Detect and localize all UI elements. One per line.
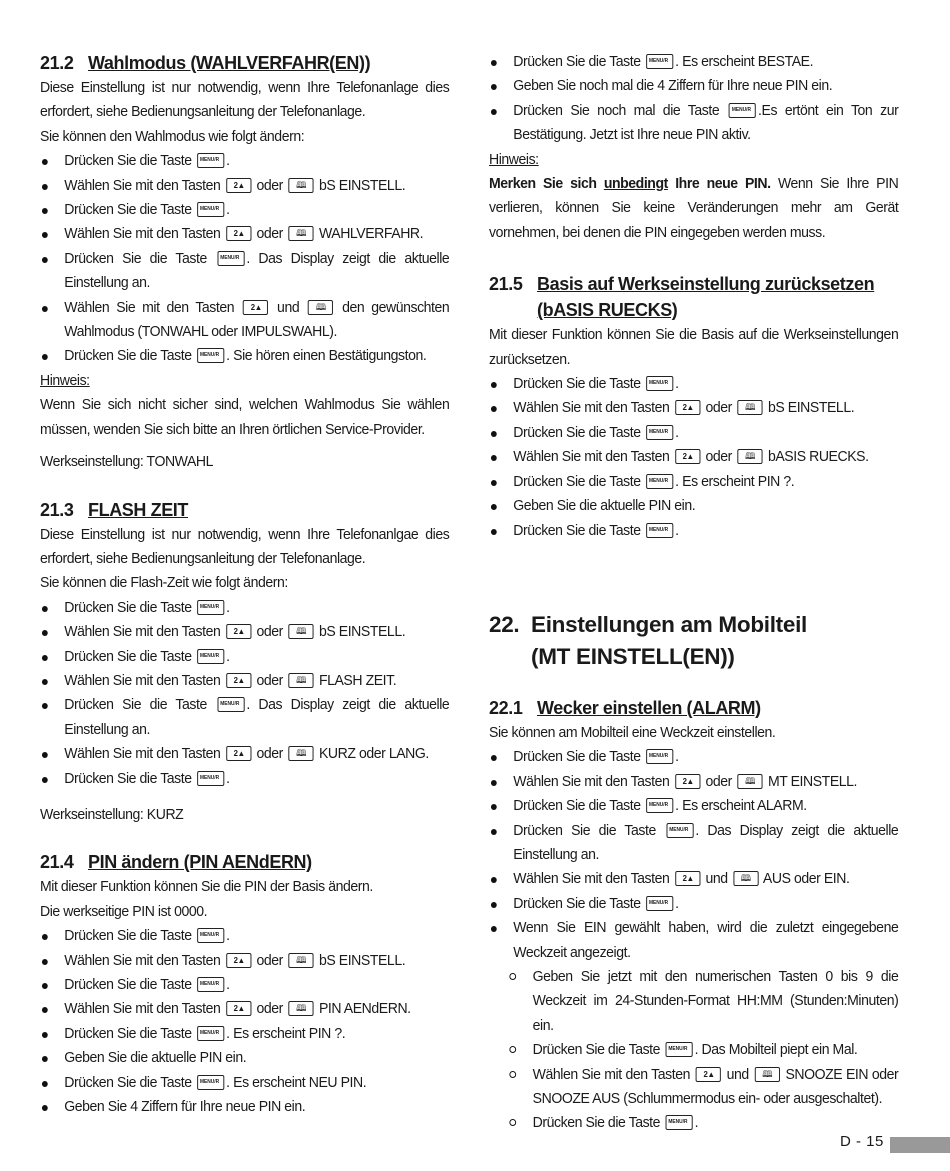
menu-key-icon: [646, 425, 673, 440]
list-item: Geben Sie noch mal die 4 Ziffern für Ihre neue PIN ein.: [489, 74, 898, 98]
list-item: Wählen Sie mit den Tasten 2▲ und 🕮 SNOOZE EIN oder SNOOZE AUS (Schlummermodus ein- oder ausgeschaltet).: [489, 1063, 898, 1112]
menu-key-icon: [197, 202, 224, 217]
phonebook-key-icon: [288, 953, 313, 968]
up-key-icon: [226, 953, 251, 968]
menu-key-icon: [197, 771, 224, 786]
list-item: Drücken Sie die Taste MENU/R .: [40, 767, 449, 791]
section-21-5-heading: 21.5 Basis auf Werkseinstellung zurücksetzen (bASIS RUECKS): [489, 274, 875, 321]
list-item: Wählen Sie mit den Tasten 2▲ und 🕮 AUS oder EIN.: [489, 867, 898, 891]
up-key-icon: [226, 178, 251, 193]
list-item: Drücken Sie die Taste MENU/R .: [489, 519, 898, 543]
list-item: Wählen Sie mit den Tasten 2▲ oder 🕮 FLASH ZEIT.: [40, 669, 449, 693]
menu-key-icon: [197, 153, 224, 168]
up-key-icon: [675, 871, 700, 886]
phonebook-key-icon: [288, 226, 313, 241]
section-22-1-substeps: [489, 965, 898, 1136]
up-key-icon: [226, 624, 251, 639]
list-item: Wählen Sie mit den Tasten 2▲ oder 🕮 WAHLVERFAHR.: [40, 222, 449, 246]
section-22-1-intro: Sie können am Mobilteil eine Weckzeit einstellen.: [489, 724, 776, 741]
section-21-2-hint-label: Hinweis:: [40, 372, 90, 389]
list-item: Drücken Sie die Taste MENU/R .: [40, 645, 449, 669]
footer-bar: [890, 1137, 950, 1153]
list-item: Wählen Sie mit den Tasten 2▲ oder 🕮 bS EINSTELL.: [40, 174, 449, 198]
list-item: Geben Sie die aktuelle PIN ein.: [489, 494, 898, 518]
menu-key-icon: [197, 977, 224, 992]
list-item: Geben Sie jetzt mit den numerischen Tasten 0 bis 9 die Weckzeit im 24-Stunden-Format HH:MM (Stunden:Minuten) ein.: [489, 965, 898, 1038]
phonebook-key-icon: [288, 624, 313, 639]
section-22-1-steps: [489, 745, 898, 965]
right-column: [489, 50, 911, 1136]
list-item: Drücken Sie die Taste MENU/R .: [40, 149, 449, 173]
menu-key-icon: [646, 474, 673, 489]
menu-key-icon: [197, 928, 224, 943]
menu-key-icon: [646, 749, 673, 764]
up-key-icon: [243, 300, 268, 315]
up-key-icon: [675, 449, 700, 464]
section-21-5-intro: Mit dieser Funktion können Sie die Basis auf die Werkseinstellungen zurücksetzen.: [489, 327, 899, 368]
list-item: Drücken Sie die Taste MENU/R . Es erscheint BESTAE.: [489, 50, 898, 74]
list-item: Drücken Sie die Taste MENU/R . Es erscheint NEU PIN.: [40, 1071, 449, 1095]
phonebook-key-icon: [733, 871, 758, 886]
section-21-4-heading: 21.4 PIN ändern (PIN AENdERN): [40, 852, 312, 873]
section-21-4-hint-label: Hinweis:: [489, 151, 539, 168]
list-item: Wählen Sie mit den Tasten 2▲ oder 🕮 bS EINSTELL.: [40, 949, 449, 973]
phonebook-key-icon: [737, 400, 762, 415]
list-item: Drücken Sie die Taste MENU/R .: [489, 421, 898, 445]
list-item: Drücken Sie die Taste MENU/R . Es erscheint ALARM.: [489, 794, 898, 818]
menu-key-icon: [197, 649, 224, 664]
left-column: [40, 50, 462, 1119]
menu-key-icon: [197, 1026, 224, 1041]
section-21-4-steps-continued: [489, 50, 898, 148]
section-22-1-heading: 22.1 Wecker einstellen (ALARM): [489, 697, 761, 718]
menu-key-icon: [729, 103, 756, 118]
up-key-icon: [226, 746, 251, 761]
phonebook-key-icon: [755, 1067, 780, 1082]
section-21-2-lead: Sie können den Wahlmodus wie folgt ändern:: [40, 128, 305, 145]
menu-key-icon: [665, 1115, 692, 1130]
list-item: Drücken Sie die Taste MENU/R .: [489, 745, 898, 769]
menu-key-icon: [197, 348, 224, 363]
list-item: Wählen Sie mit den Tasten 2▲ oder 🕮 bS EINSTELL.: [40, 620, 449, 644]
menu-key-icon: [646, 523, 673, 538]
phonebook-key-icon: [288, 673, 313, 688]
list-item: Drücken Sie die Taste MENU/R .: [40, 924, 449, 948]
menu-key-icon: [646, 798, 673, 813]
section-21-3-intro: Diese Einstellung ist nur notwendig, wenn Ihre Telefonanlgae dies erfordert, siehe Bedienungsanleitung der Telefonanlage.: [40, 526, 450, 567]
list-item: Drücken Sie die Taste MENU/R . Es erscheint PIN ?.: [489, 470, 898, 494]
list-item: Drücken Sie die Taste MENU/R . Das Display zeigt die aktuelle Einstellung an.: [489, 819, 898, 868]
phonebook-key-icon: [288, 746, 313, 761]
list-item: Wählen Sie mit den Tasten 2▲ oder 🕮 KURZ oder LANG.: [40, 742, 449, 766]
section-21-3-steps: [40, 596, 449, 791]
section-21-3-default: Werkseinstellung: KURZ: [40, 806, 184, 823]
list-item: Drücken Sie die Taste MENU/R .: [40, 596, 449, 620]
section-21-3-heading: 21.3 FLASH ZEIT: [40, 499, 188, 520]
list-item: Drücken Sie die Taste MENU/R .: [40, 198, 449, 222]
list-item: Wählen Sie mit den Tasten 2▲ und 🕮 den gewünschten Wahlmodus (TONWAHL oder IMPULSWAHL).: [40, 296, 449, 345]
phonebook-key-icon: [288, 178, 313, 193]
list-item: Drücken Sie die Taste MENU/R . Das Display zeigt die aktuelle Einstellung an.: [40, 693, 449, 742]
list-item: Drücken Sie die Taste MENU/R . Es erscheint PIN ?.: [40, 1022, 449, 1046]
list-item: Wenn Sie EIN gewählt haben, wird die zuletzt eingegebene Weckzeit angezeigt.: [489, 916, 898, 965]
list-item: Wählen Sie mit den Tasten 2▲ oder 🕮 bS EINSTELL.: [489, 396, 898, 420]
section-21-2-hint: Wenn Sie sich nicht sicher sind, welchen Wahlmodus Sie wählen müssen, wenden Sie sich bitte an Ihren örtlichen Service-Provider.: [40, 397, 450, 438]
menu-key-icon: [197, 600, 224, 615]
section-21-4-default-pin: Die werkseitige PIN ist 0000.: [40, 903, 208, 920]
section-21-4-intro: Mit dieser Funktion können Sie die PIN der Basis ändern.: [40, 879, 373, 896]
section-21-4-steps: [40, 924, 449, 1119]
phonebook-key-icon: [737, 774, 762, 789]
section-21-4-hint: Merken Sie sich unbedingt Ihre neue PIN. Wenn Sie Ihre PIN verlieren, können Sie keine Veränderungen mehr am Gerät vornehmen, bei denen die PIN eingegeben werden muss.: [489, 176, 899, 241]
list-item: Drücken Sie die Taste MENU/R . Das Mobilteil piept ein Mal.: [489, 1038, 898, 1062]
menu-key-icon: [646, 896, 673, 911]
section-21-5-steps: [489, 372, 898, 543]
menu-key-icon: [666, 823, 693, 838]
section-21-2-heading: 21.2 Wahlmodus (WAHLVERFAHR(EN)): [40, 53, 371, 73]
list-item: Drücken Sie die Taste MENU/R . Das Display zeigt die aktuelle Einstellung an.: [40, 247, 449, 296]
up-key-icon: [226, 1001, 251, 1016]
menu-key-icon: [646, 54, 673, 69]
up-key-icon: [226, 226, 251, 241]
menu-key-icon: [197, 1075, 224, 1090]
up-key-icon: [675, 774, 700, 789]
list-item: Drücken Sie die Taste MENU/R .: [489, 372, 898, 396]
menu-key-icon: [646, 376, 673, 391]
section-21-2-steps: [40, 149, 449, 369]
phonebook-key-icon: [308, 300, 333, 315]
list-item: Wählen Sie mit den Tasten 2▲ oder 🕮 MT EINSTELL.: [489, 770, 898, 794]
menu-key-icon: [217, 697, 244, 712]
list-item: Drücken Sie die Taste MENU/R .: [40, 973, 449, 997]
list-item: Geben Sie die aktuelle PIN ein.: [40, 1046, 449, 1070]
list-item: Drücken Sie noch mal die Taste MENU/R .Es ertönt ein Ton zur Bestätigung. Jetzt ist Ihre neue PIN aktiv.: [489, 99, 898, 148]
menu-key-icon: [665, 1042, 692, 1057]
page-number: D - 15: [840, 1133, 884, 1150]
up-key-icon: [696, 1067, 721, 1082]
list-item: Wählen Sie mit den Tasten 2▲ oder 🕮 PIN AENdERN.: [40, 997, 449, 1021]
list-item: Geben Sie 4 Ziffern für Ihre neue PIN ein.: [40, 1095, 449, 1119]
menu-key-icon: [217, 251, 244, 266]
section-21-3-lead: Sie können die Flash-Zeit wie folgt ändern:: [40, 575, 288, 592]
phonebook-key-icon: [737, 449, 762, 464]
list-item: Drücken Sie die Taste MENU/R . Sie hören einen Bestätigungston.: [40, 344, 449, 368]
chapter-22-heading: 22. Einstellungen am Mobilteil (MT EINSTELL(EN)): [489, 611, 807, 669]
phonebook-key-icon: [288, 1001, 313, 1016]
section-21-2-intro: Diese Einstellung ist nur notwendig, wenn Ihre Telefonanlage dies erfordert, siehe Bedienungsanleitung der Telefonanlage.: [40, 80, 450, 121]
up-key-icon: [675, 400, 700, 415]
list-item: Wählen Sie mit den Tasten 2▲ oder 🕮 bASIS RUECKS.: [489, 445, 898, 469]
list-item: Drücken Sie die Taste MENU/R .: [489, 1111, 898, 1135]
section-21-2-default: Werkseinstellung: TONWAHL: [40, 454, 214, 471]
list-item: Drücken Sie die Taste MENU/R .: [489, 892, 898, 916]
up-key-icon: [226, 673, 251, 688]
